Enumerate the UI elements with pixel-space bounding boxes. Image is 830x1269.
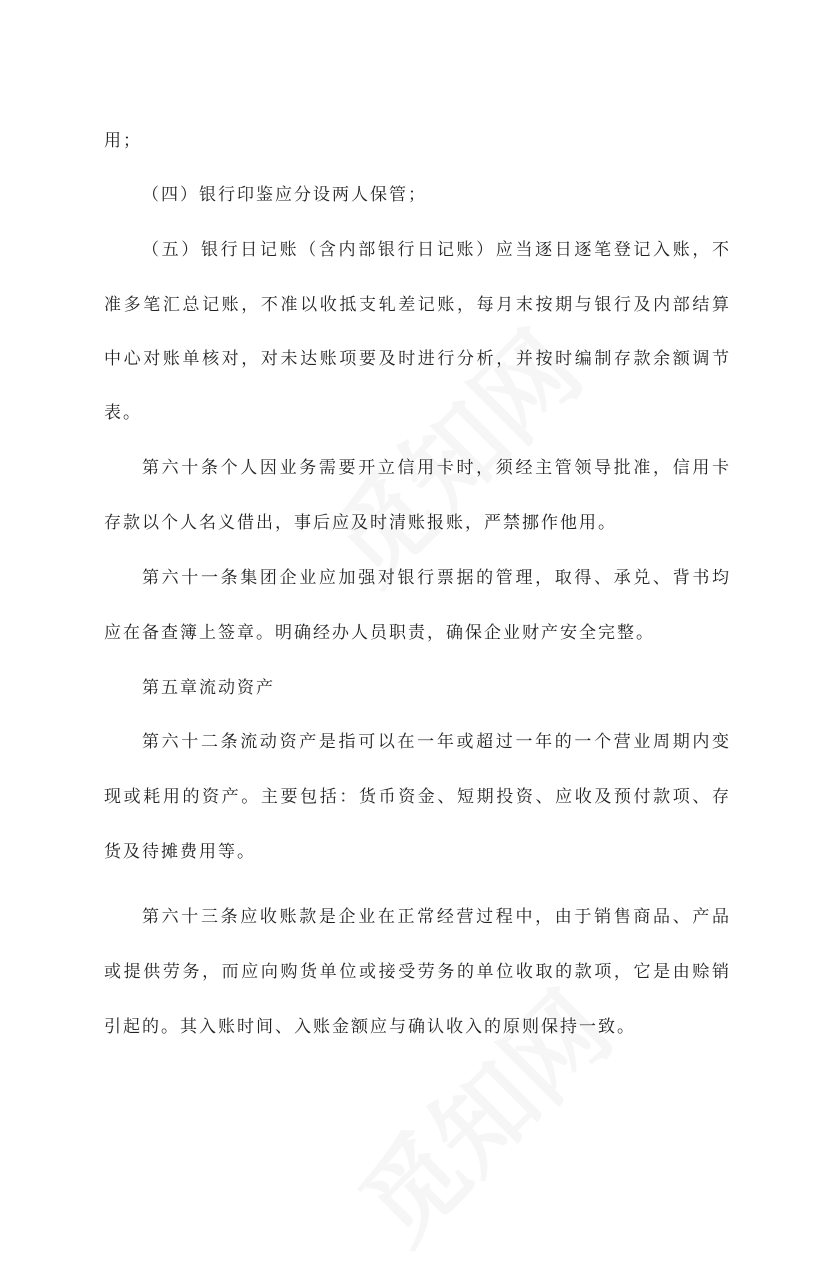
text-line: 现或耗用的资产。主要包括：货币资金、短期投资、应收及预付款项、存: [104, 787, 729, 807]
text-line: 存款以个人名义借出，事后应及时清账报账，严禁挪作他用。: [104, 513, 617, 533]
text-line: 引起的。其入账时间、入账金额应与确认收入的原则保持一致。: [104, 1017, 636, 1037]
chapter-heading: 第五章流动资产: [142, 678, 275, 698]
list-item-4: （四）银行印鉴应分设两人保管；: [142, 185, 427, 205]
article-60: 第六十条个人因业务需要开立信用卡时，须经主管领导批准，信用卡: [142, 458, 729, 478]
text-line: 应在备查簿上签章。明确经办人员职责，确保企业财产安全完整。: [104, 623, 655, 643]
text-line: 中心对账单核对，对未达账项要及时进行分析，并按时编制存款余额调节: [104, 349, 729, 369]
watermark: [293, 295, 607, 609]
article-63: 第六十三条应收账款是企业在正常经营过程中，由于销售商品、产品: [142, 907, 729, 927]
article-62: 第六十二条流动资产是指可以在一年或超过一年的一个营业周期内变: [142, 732, 729, 752]
text-line: 准多笔汇总记账，不准以收抵支轧差记账，每月末按期与银行及内部结算: [104, 295, 729, 315]
text-line: 或提供劳务，而应向购货单位或接受劳务的单位收取的款项，它是由赊销: [104, 962, 729, 982]
text-line: 表。: [104, 403, 142, 423]
list-item-5: （五）银行日记账（含内部银行日记账）应当逐日逐笔登记入账，不: [142, 240, 729, 260]
text-line: 货及待摊费用等。: [104, 842, 256, 862]
text-line: 用；: [104, 131, 142, 151]
article-61: 第六十一条集团企业应加强对银行票据的管理，取得、承兑、背书均: [142, 568, 729, 588]
watermark: [323, 955, 637, 1269]
